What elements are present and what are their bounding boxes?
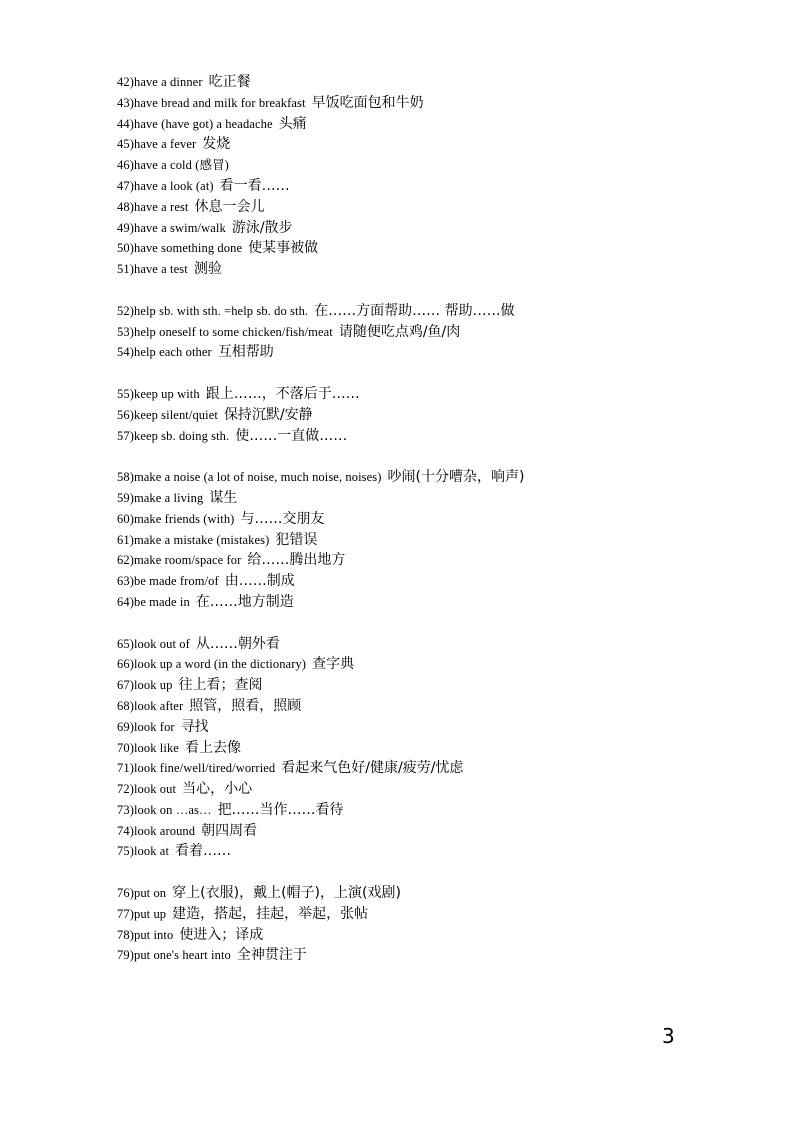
phrase-english: 59)make a living <box>117 490 204 505</box>
phrase-chinese: 使……一直做…… <box>235 427 348 444</box>
phrase-english: 48)have a rest <box>117 199 189 214</box>
phrase-line <box>117 841 737 862</box>
phrase-english: 61)make a mistake (mistakes) <box>117 532 270 547</box>
phrase-chinese: 请随便吃点鸡/鱼/肉 <box>338 323 461 340</box>
phrase-line <box>117 238 737 259</box>
phrase-english: 78)put into <box>117 927 174 942</box>
phrase-chinese: 使进入；译成 <box>179 926 264 943</box>
phrase-english: 53)help oneself to some chicken/fish/meat <box>117 324 333 339</box>
phrase-chinese: 在……方面帮助…… 帮助……做 <box>314 302 515 319</box>
phrase-line <box>117 800 737 821</box>
phrase-chinese: 使某事被做 <box>248 240 319 257</box>
phrase-group-keep <box>117 384 737 446</box>
phrase-line <box>117 467 737 488</box>
phrase-chinese: 看上去像 <box>184 739 241 756</box>
phrase-line <box>117 176 737 197</box>
phrase-chinese: 给……腾出地方 <box>247 552 346 569</box>
phrase-english: 66)look up a word (in the dictionary) <box>117 657 307 672</box>
phrase-line <box>117 259 737 280</box>
phrase-chinese: 发烧 <box>202 136 231 153</box>
phrase-english: 79)put one's heart into <box>117 948 231 963</box>
phrase-line <box>117 779 737 800</box>
phrase-line <box>117 821 737 842</box>
phrase-chinese: 跟上……，不落后于…… <box>205 385 360 402</box>
phrase-english: 71)look fine/well/tired/worried <box>117 761 276 776</box>
phrase-line <box>117 675 737 696</box>
phrase-chinese: 吵闹(十分嘈杂，响声) <box>387 469 525 486</box>
phrase-chinese: 犯错误 <box>275 531 318 548</box>
phrase-english: 52)help sb. with sth. =help sb. do sth. <box>117 303 309 318</box>
phrase-chinese: 全神贯注于 <box>236 947 307 964</box>
phrase-line <box>117 384 737 405</box>
phrase-line <box>117 571 737 592</box>
phrase-line <box>117 925 737 946</box>
phrase-chinese: 寻找 <box>180 718 209 735</box>
phrase-chinese: 头痛 <box>278 115 307 132</box>
phrase-chinese: 保持沉默/安静 <box>223 406 313 423</box>
phrase-chinese: 吃正餐 <box>208 74 251 90</box>
phrase-line <box>117 509 737 530</box>
phrase-chinese: 游泳/散步 <box>231 219 293 236</box>
phrase-chinese: 建造，搭起，挂起，举起，张帖 <box>172 905 369 922</box>
phrase-chinese: 朝四周看 <box>201 822 258 839</box>
phrase-chinese: 谋生 <box>209 489 238 506</box>
phrase-line <box>117 717 737 738</box>
phrase-english: 43)have bread and milk for breakfast <box>117 95 306 110</box>
phrase-group-make <box>117 467 737 613</box>
phrase-line <box>117 322 737 343</box>
phrase-list <box>117 72 737 966</box>
phrase-chinese: 穿上(衣服)，戴上(帽子)，上演(戏剧) <box>172 885 401 902</box>
phrase-english: 44)have (have got) a headache <box>117 116 273 131</box>
phrase-line <box>117 155 737 176</box>
page-number: 3 <box>662 1024 675 1048</box>
phrase-english: 63)be made from/of <box>117 574 219 589</box>
phrase-line <box>117 550 737 571</box>
phrase-english: 50)have something done <box>117 241 243 256</box>
phrase-line <box>117 758 737 779</box>
phrase-english: 73)look on …as… <box>117 802 212 817</box>
phrase-english: 64)be made in <box>117 594 190 609</box>
phrase-english: 65)look out of <box>117 636 190 651</box>
phrase-chinese: 照管，照看，照顾 <box>189 697 302 714</box>
phrase-english: 72)look out <box>117 782 177 797</box>
phrase-line <box>117 114 737 135</box>
phrase-line <box>117 218 737 239</box>
phrase-english: 57)keep sb. doing sth. <box>117 428 230 443</box>
phrase-line <box>117 405 737 426</box>
phrase-line <box>117 883 737 904</box>
phrase-english: 68)look after <box>117 698 184 713</box>
phrase-english: 70)look like <box>117 740 179 755</box>
phrase-line <box>117 488 737 509</box>
phrase-english: 42)have a dinner <box>117 75 203 89</box>
phrase-line <box>117 93 737 114</box>
phrase-english: 69)look for <box>117 719 175 734</box>
phrase-chinese: 从……朝外看 <box>195 635 280 652</box>
phrase-chinese: 与……交朋友 <box>240 510 325 527</box>
phrase-english: 60)make friends (with) <box>117 511 235 526</box>
phrase-line <box>117 696 737 717</box>
phrase-english: 54)help each other <box>117 345 212 360</box>
phrase-line <box>117 634 737 655</box>
phrase-chinese: 早饭吃面包和牛奶 <box>311 94 424 111</box>
phrase-english: 74)look around <box>117 823 196 838</box>
phrase-chinese: 看一看…… <box>219 177 290 194</box>
phrase-line <box>117 654 737 675</box>
phrase-line <box>117 426 737 447</box>
phrase-line <box>117 342 737 363</box>
phrase-line <box>117 738 737 759</box>
phrase-english: 55)keep up with <box>117 386 200 401</box>
phrase-chinese: 往上看；查阅 <box>178 677 263 694</box>
phrase-english: 47)have a look (at) <box>117 178 214 193</box>
phrase-line <box>117 301 737 322</box>
phrase-line <box>117 945 737 966</box>
phrase-line <box>117 197 737 218</box>
phrase-english: 49)have a swim/walk <box>117 220 226 235</box>
phrase-group-help <box>117 301 737 363</box>
phrase-line <box>117 72 737 93</box>
phrase-english: 67)look up <box>117 678 173 693</box>
phrase-english: 76)put on <box>117 886 167 901</box>
phrase-english: 56)keep silent/quiet <box>117 407 218 422</box>
phrase-group-look <box>117 634 737 863</box>
phrase-english: 45)have a fever <box>117 137 197 152</box>
phrase-english: 75)look at <box>117 844 170 859</box>
phrase-chinese: 看着…… <box>175 843 232 860</box>
phrase-chinese: 查字典 <box>312 656 355 673</box>
phrase-chinese: 由……制成 <box>224 573 295 590</box>
phrase-chinese: 休息一会儿 <box>194 198 265 215</box>
phrase-line <box>117 134 737 155</box>
phrase-line <box>117 592 737 613</box>
phrase-chinese: 把……当作……看待 <box>217 801 344 818</box>
phrase-english: 46)have a cold (感冒) <box>117 158 229 173</box>
phrase-group-put <box>117 883 737 966</box>
phrase-english: 62)make room/space for <box>117 553 242 568</box>
phrase-chinese: 在……地方制造 <box>195 593 294 610</box>
phrase-chinese: 测验 <box>193 261 222 278</box>
phrase-chinese: 互相帮助 <box>217 344 274 361</box>
phrase-line <box>117 530 737 551</box>
phrase-chinese: 看起来气色好/健康/疲劳/忧虑 <box>281 760 464 777</box>
phrase-english: 77)put up <box>117 906 167 921</box>
phrase-english: 51)have a test <box>117 262 188 277</box>
phrase-line <box>117 904 737 925</box>
phrase-chinese: 当心，小心 <box>182 781 253 798</box>
phrase-group-have <box>117 72 737 280</box>
phrase-english: 58)make a noise (a lot of noise, much noise, noises) <box>117 470 382 485</box>
